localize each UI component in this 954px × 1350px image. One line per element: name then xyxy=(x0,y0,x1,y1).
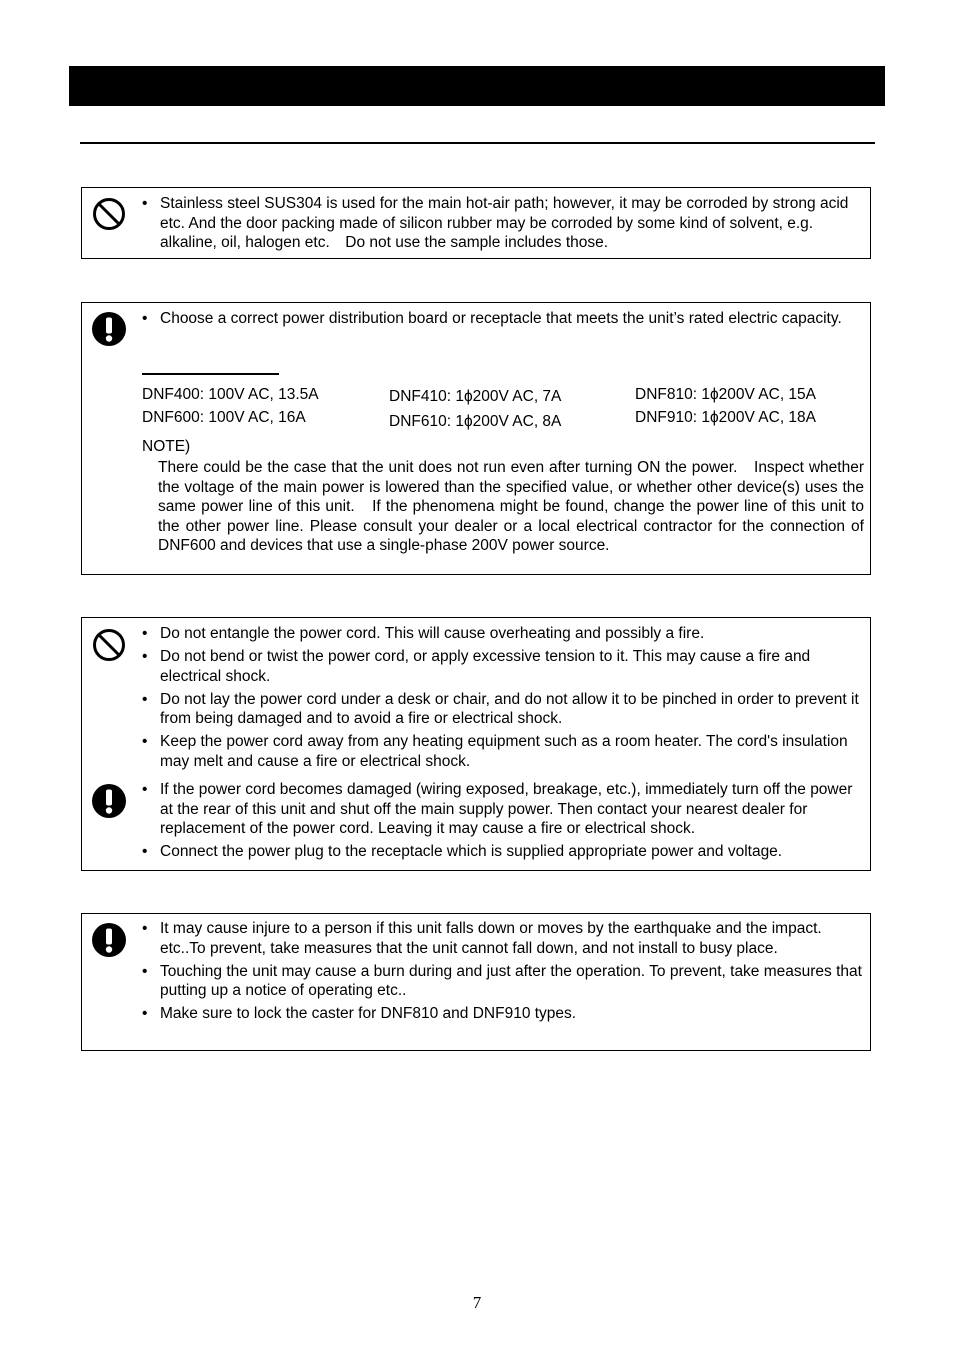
list-item: • Make sure to lock the caster for DNF810 and DNF910 types. xyxy=(142,1004,862,1024)
list-item: • Touching the unit may cause a burn during and just after the operation. To prevent, take measures that putting up a notice of operating etc.. xyxy=(142,962,862,1001)
prohibition-box-corrosion xyxy=(81,187,871,259)
list-item: • It may cause injure to a person if this unit falls down or moves by the earthquake and the impact. etc..To prevent, take measures that the unit cannot fall down, and not install to busy place. xyxy=(142,919,862,958)
spec-heading-rule xyxy=(142,373,279,375)
installation-caution-box xyxy=(81,913,871,1051)
prohibition-icon xyxy=(91,627,127,663)
list-item: • Stainless steel SUS304 is used for the main hot-air path; however, it may be corroded by strong acid etc. And the door packing made of silicon rubber may be corroded by some kind of solvent, e.g. alkaline, oil, halogen etc. Do not use the sample includes those. xyxy=(142,194,862,253)
heading-rule xyxy=(80,142,875,144)
note-label: NOTE) xyxy=(142,438,191,455)
prohibition-icon xyxy=(91,196,127,232)
mandatory-box-power-capacity xyxy=(81,302,871,575)
spec-dnf910: DNF910: 1ϕ200V AC, 18A xyxy=(635,409,817,426)
list-item: • Connect the power plug to the receptacle which is supplied appropriate power and voltage. xyxy=(142,842,862,862)
list-item: • If the power cord becomes damaged (wiring exposed, breakage, etc.), immediately turn off the power at the rear of this unit and shut off the main supply power. Then contact your nearest dealer for replacement of the power cord. Leaving it may cause a fire or electrical shock. xyxy=(142,780,862,839)
spec-dnf410: DNF410: 1ϕ200V AC, 7A xyxy=(389,388,562,405)
list-item: • Choose a correct power distribution board or receptacle that meets the unit’s rated electric capacity. xyxy=(142,309,862,329)
spec-dnf610: DNF610: 1ϕ200V AC, 8A xyxy=(389,413,562,430)
spec-dnf810: DNF810: 1ϕ200V AC, 15A xyxy=(635,386,817,403)
list-item: • Do not lay the power cord under a desk or chair, and do not allow it to be pinched in order to prevent it from being damaged and to avoid a fire or electrical shock. xyxy=(142,690,862,729)
list-item: • Do not bend or twist the power cord, or apply excessive tension to it. This may cause a fire and electrical shock. xyxy=(142,647,862,686)
spec-dnf400: DNF400: 100V AC, 13.5A xyxy=(142,386,319,403)
list-item: • Keep the power cord away from any heating equipment such as a room heater. The cord's insulation may melt and cause a fire or electrical shock. xyxy=(142,732,862,771)
power-cord-warning-box xyxy=(81,617,871,871)
spec-dnf600: DNF600: 100V AC, 16A xyxy=(142,409,306,426)
page-number: 7 xyxy=(472,1293,482,1312)
mandatory-action-icon xyxy=(91,783,127,819)
note-text: There could be the case that the unit does not run even after turning ON the power. Inspect whether the voltage of the main power is lowered than the specified value, or whether other device(s) uses the same power line of this unit. If the phenomena might be found, change the power line of this unit to the other power line. Please consult your dealer or a local electrical contractor for the connection of DNF600 and devices that use a single-phase 200V power source. xyxy=(158,459,864,554)
mandatory-action-icon xyxy=(91,311,127,347)
section-title-bar xyxy=(69,66,885,106)
list-item: • Do not entangle the power cord. This will cause overheating and possibly a fire. xyxy=(142,624,862,644)
mandatory-action-icon xyxy=(91,922,127,958)
